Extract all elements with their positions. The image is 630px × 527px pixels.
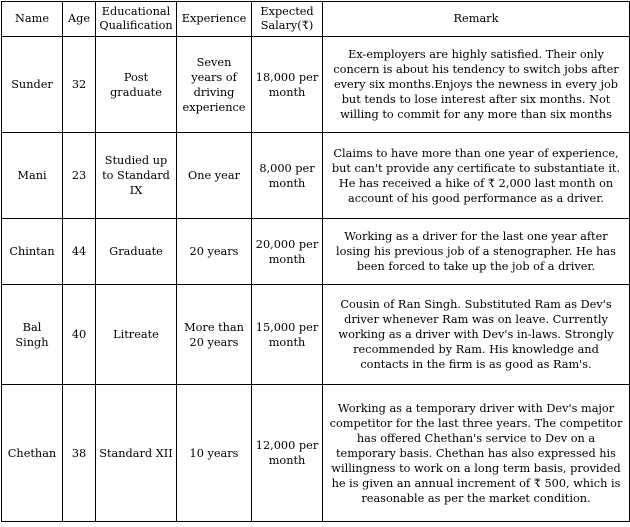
- cell-age: 32: [63, 37, 96, 133]
- candidates-table: [1, 1, 630, 522]
- table-row: [2, 219, 630, 285]
- cell-experience: 20 years: [177, 219, 252, 285]
- cell-age: 44: [63, 219, 96, 285]
- cell-experience: One year: [177, 133, 252, 219]
- cell-salary: 12,000 per month: [252, 385, 323, 522]
- header-remark: Remark: [323, 2, 630, 37]
- header-name: Name: [2, 2, 63, 37]
- header-experience: Experience: [177, 2, 252, 37]
- header-age: Age: [63, 2, 96, 37]
- cell-salary: 15,000 per month: [252, 285, 323, 385]
- table-row: [2, 37, 630, 133]
- cell-experience: More than 20 years: [177, 285, 252, 385]
- cell-education: Litreate: [96, 285, 177, 385]
- cell-age: 38: [63, 385, 96, 522]
- cell-remark: Ex-employers are highly satisfied. Their only concern is about his tendency to switch jobs after every six months.Enjoys the newness in every job but tends to lose interest after six months. Not willing to commit for any more than six months: [323, 37, 630, 133]
- cell-name: Chintan: [2, 219, 63, 285]
- cell-name: Sunder: [2, 37, 63, 133]
- cell-salary: 8,000 per month: [252, 133, 323, 219]
- cell-name: Chethan: [2, 385, 63, 522]
- cell-age: 23: [63, 133, 96, 219]
- table-row: [2, 285, 630, 385]
- cell-experience: Seven years of driving experience: [177, 37, 252, 133]
- cell-education: Post graduate: [96, 37, 177, 133]
- cell-education: Standard XII: [96, 385, 177, 522]
- cell-name: Bal Singh: [2, 285, 63, 385]
- cell-salary: 18,000 per month: [252, 37, 323, 133]
- cell-name: Mani: [2, 133, 63, 219]
- cell-salary: 20,000 per month: [252, 219, 323, 285]
- header-row: [2, 2, 630, 37]
- table-row: [2, 385, 630, 522]
- cell-remark: Working as a temporary driver with Dev's major competitor for the last three years. The competitor has offered Chethan's service to Dev on a temporary basis. Chethan has also expressed his willingness to work on a long term basis, provided he is given an annual increment of ₹ 500, which is reasonable as per the market condition.: [323, 385, 630, 522]
- header-education: Educational Qualification: [96, 2, 177, 37]
- table-row: [2, 133, 630, 219]
- cell-education: Studied up to Standard IX: [96, 133, 177, 219]
- cell-education: Graduate: [96, 219, 177, 285]
- cell-remark: Working as a driver for the last one year after losing his previous job of a stenographer. He has been forced to take up the job of a driver.: [323, 219, 630, 285]
- cell-experience: 10 years: [177, 385, 252, 522]
- cell-remark: Claims to have more than one year of experience, but can't provide any certificate to substantiate it. He has received a hike of ₹ 2,000 last month on account of his good performance as a driver.: [323, 133, 630, 219]
- cell-remark: Cousin of Ran Singh. Substituted Ram as Dev's driver whenever Ram was on leave. Currently working as a driver with Dev's in-laws. Strongly recommended by Ram. His knowledge and contacts in the firm is as good as Ram's.: [323, 285, 630, 385]
- cell-age: 40: [63, 285, 96, 385]
- header-salary: Expected Salary(₹): [252, 2, 323, 37]
